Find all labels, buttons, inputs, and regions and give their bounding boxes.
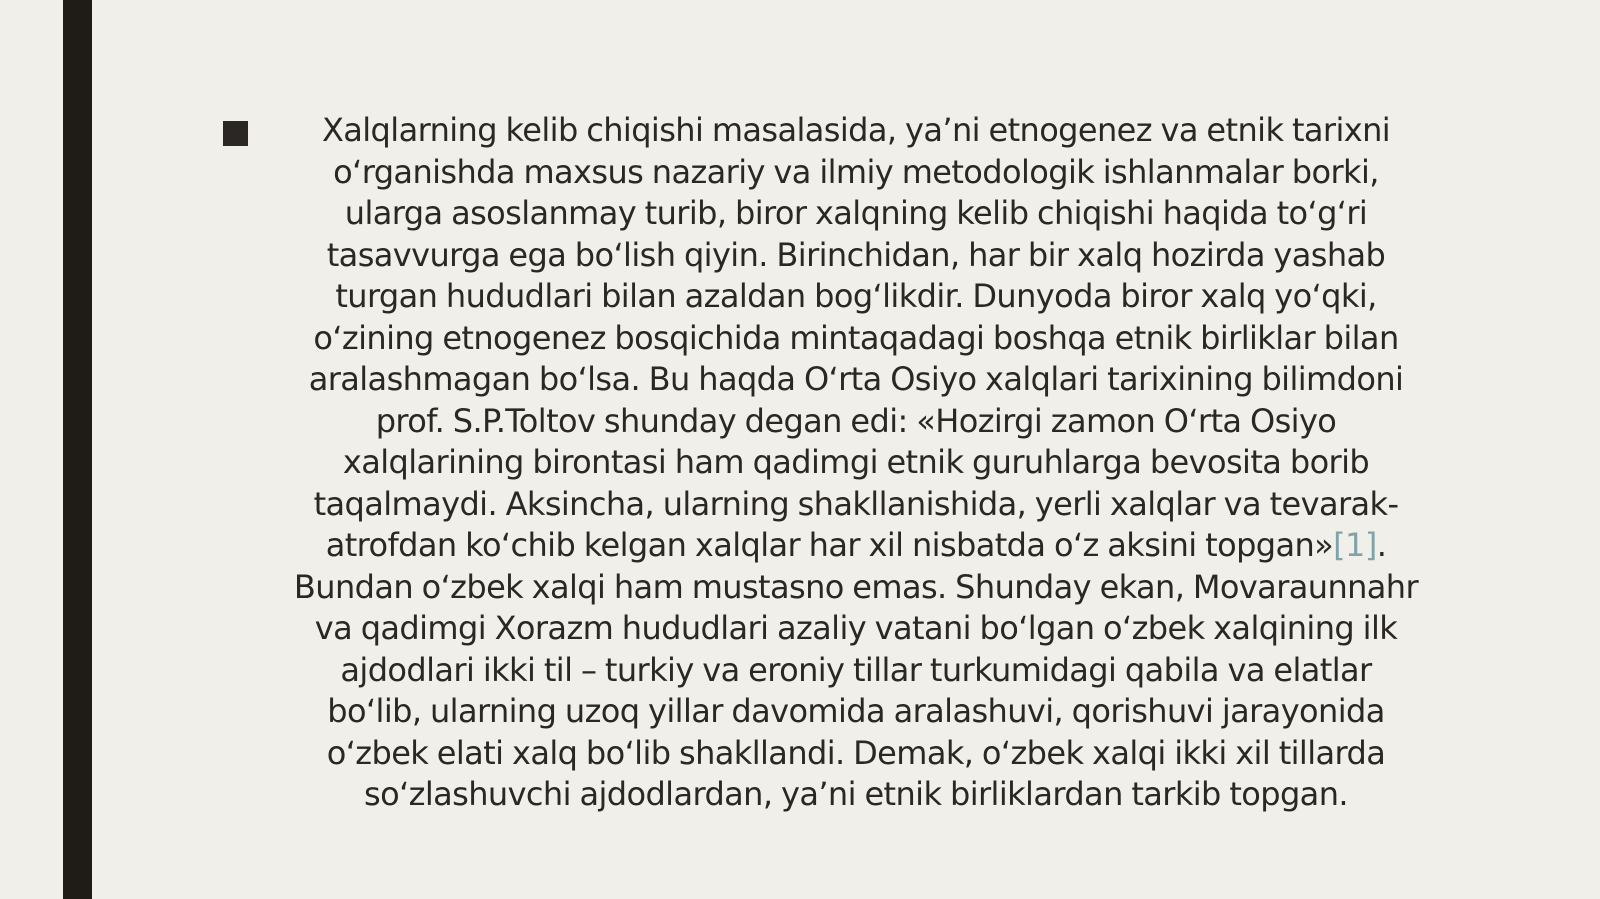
reference-line-end: . [1376, 526, 1387, 564]
text-line: xalqlarining birontasi ham qadimgi etnik guruhlarga bevosita borib [342, 443, 1370, 481]
text-line: aralashmagan bo‘lsa. Bu haqda O‘rta Osiyo xalqlari tarixining bilimdoni [308, 360, 1404, 398]
text-line: tasavvurga ega bo‘lish qiyin. Birinchidan, har bir xalq hozirda yashab [326, 235, 1386, 274]
text-line: taqalmaydi. Aksincha, ularning shakllanishida, yerli xalqlar va tevarak- [313, 484, 1399, 523]
text-line: o‘zbek elati xalq bo‘lib shakllandi. Demak, o‘zbek xalqi ikki xil tillarda [326, 733, 1386, 772]
text-line: prof. S.P.Toltov shunday degan edi: «Hozirgi zamon O‘rta Osiyo [375, 401, 1337, 440]
text-line: so‘zlashuvchi ajdodlardan, ya’ni etnik birliklardan tarkib topgan. [364, 775, 1348, 813]
text-line: va qadimgi Xorazm hududlari azaliy vatani bo‘lgan o‘zbek xalqining ilk [314, 609, 1398, 647]
text-line: turgan hududlari bilan azaldan bog‘likdir. Dunyoda biror xalq yo‘qki, [335, 277, 1377, 315]
text-line: ajdodlari ikki til – turkiy va eroniy tillar turkumidagi qabila va elatlar [340, 650, 1372, 689]
text-line: o‘zining etnogenez bosqichida mintaqadagi boshqa etnik birliklar bilan [313, 318, 1399, 357]
text-line: o‘rganishda maxsus nazariy va ilmiy metodologik ishlanmalar borki, [333, 152, 1379, 191]
text-line: Xalqlarning kelib chiqishi masalasida, ya’ni etnogenez va etnik tarixni [321, 111, 1391, 149]
left-accent-bar [63, 0, 92, 899]
text-line: ularga asoslanmay turib, biror xalqning kelib chiqishi haqida to‘g‘ri [344, 194, 1368, 232]
text-line-with-reference [232, 525, 1480, 567]
footnote-reference-link[interactable]: [1] [1333, 526, 1377, 564]
reference-line-text: atrofdan ko‘chib kelgan xalqlar har xil nisbatda o‘z aksini topgan» [325, 526, 1334, 564]
text-line: Bundan o‘zbek xalqi ham mustasno emas. Shunday ekan, Movaraunnahr [293, 567, 1419, 606]
body-paragraph [232, 110, 1480, 816]
text-line: bo‘lib, ularning uzoq yillar davomida aralashuvi, qorishuvi jarayonida [327, 692, 1385, 730]
